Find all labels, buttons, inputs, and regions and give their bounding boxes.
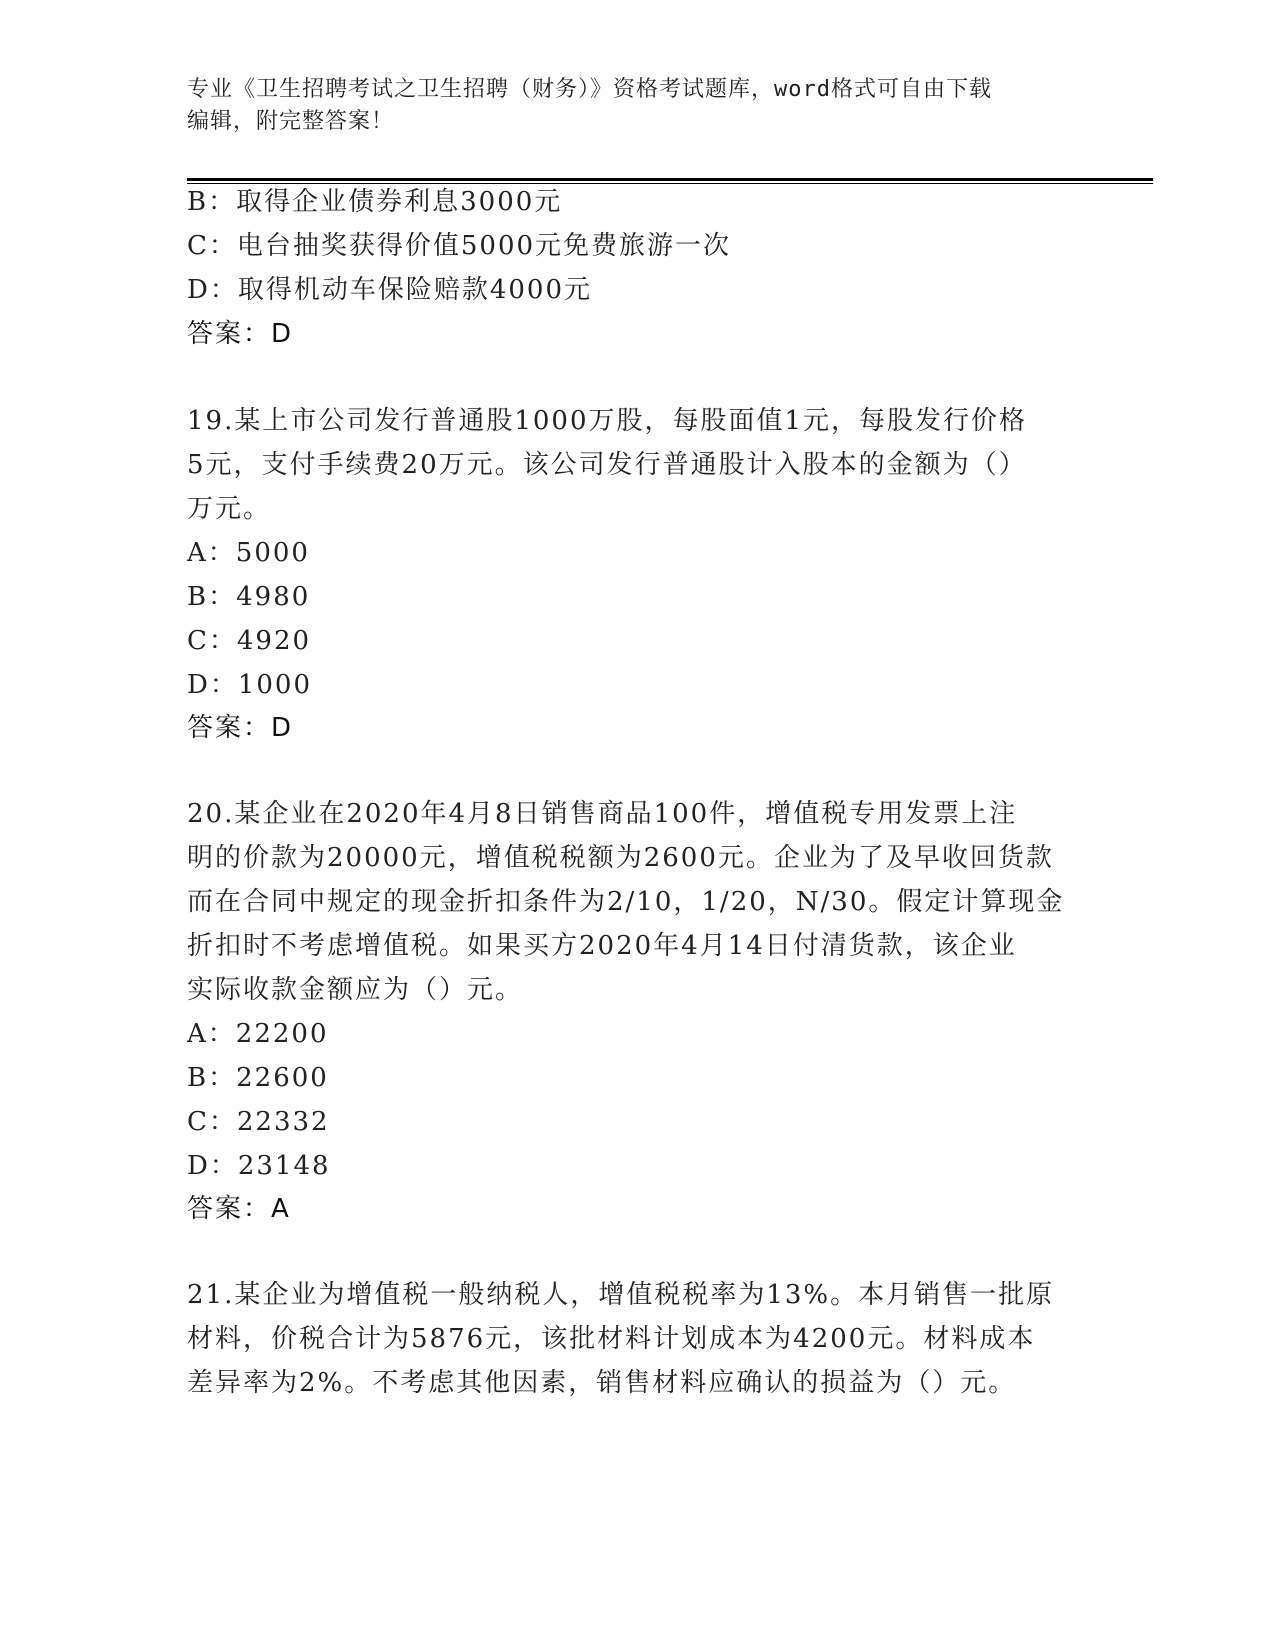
q21-stem-line-1: 21.某企业为增值税一般纳税人，增值税税率为13%。本月销售一批原 [187,1280,1055,1310]
q19-option-c: C：4920 [187,626,312,656]
q19-stem-line-3: 万元。 [187,494,272,524]
q20-option-b: B：22600 [187,1063,329,1093]
q19-option-a: A：5000 [187,538,310,568]
q21-stem-line-2: 材料，价税合计为5876元，该批材料计划成本为4200元。材料成本 [187,1324,1036,1354]
header-line-2: 编辑，附完整答案！ [187,109,395,134]
q20-stem-line-5: 实际收款金额应为（）元。 [187,975,524,1005]
q20-stem-line-4: 折扣时不考虑增值税。如果买方2020年4月14日付清货款，该企业 [187,931,1017,961]
q20-option-a: A：22200 [187,1019,329,1049]
q18-option-b: B：取得企业债券利息3000元 [187,187,563,217]
q20-option-c: C：22332 [187,1107,330,1137]
q20-stem-line-2: 明的价款为20000元，增值税税额为2600元。企业为了及早收回货款 [187,843,1054,873]
q19-option-b: B：4980 [187,582,311,612]
q18-answer: 答案：D [187,319,294,349]
q18-option-c: C：电台抽奖获得价值5000元免费旅游一次 [187,231,732,261]
q20-option-d: D：23148 [187,1151,331,1181]
q19-answer: 答案：D [187,713,294,743]
q20-stem-line-3: 而在合同中规定的现金折扣条件为2/10，1/20，N/30。假定计算现金 [187,887,1065,917]
header-line-1: 专业《卫生招聘考试之卫生招聘（财务）》资格考试题库，word格式可自由下载 [187,77,992,102]
q20-stem-line-1: 20.某企业在2020年4月8日销售商品100件，增值税专用发票上注 [187,799,1018,829]
q19-stem-line-2: 5元，支付手续费20万元。该公司发行普通股计入股本的金额为（） [187,450,1027,480]
q21-stem-line-3: 差异率为2%。不考虑其他因素，销售材料应确认的损益为（）元。 [187,1368,1017,1398]
q18-option-d: D：取得机动车保险赔款4000元 [187,275,593,305]
q20-answer: 答案：A [187,1194,291,1224]
q19-option-d: D：1000 [187,670,313,700]
q19-stem-line-1: 19.某上市公司发行普通股1000万股，每股面值1元，每股发行价格 [187,406,1028,436]
document-header [187,74,1087,138]
